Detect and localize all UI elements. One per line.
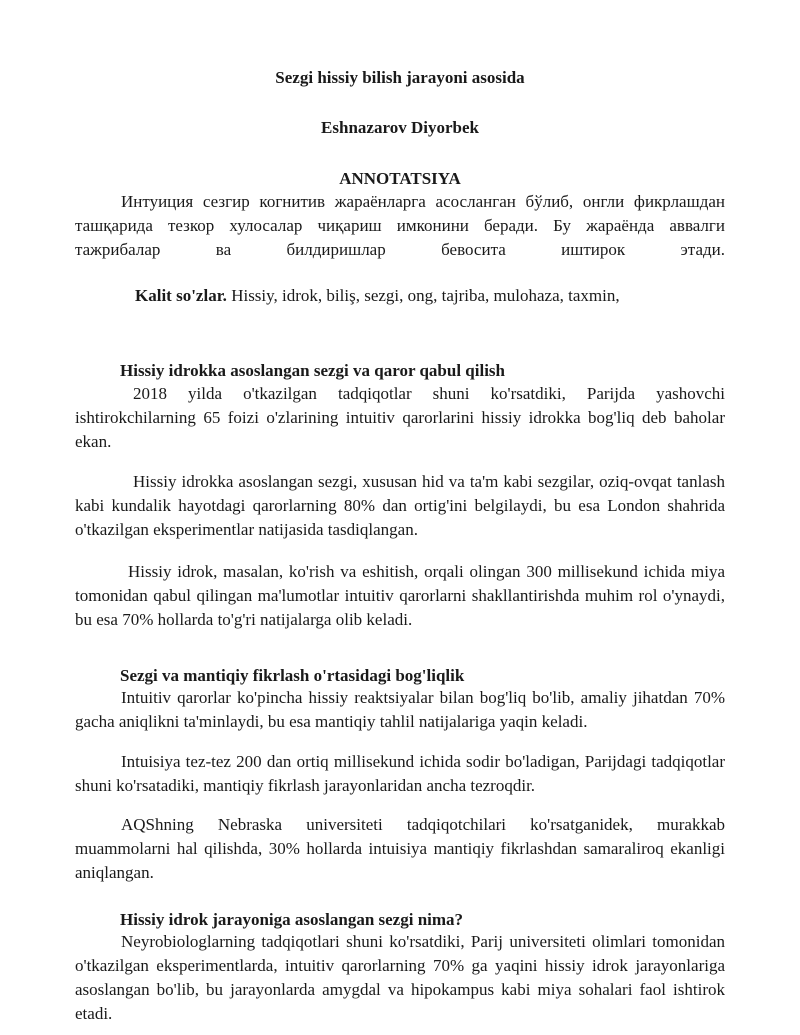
section2-paragraph-2: Intuisiya tez-tez 200 dan ortiq millisekund ichida sodir bo'ladigan, Parijdagi tadqiqotlar shuni ko'rsatadiki, mantiqiy fikrlash jarayonlaridan ancha tezroqdir. bbox=[75, 752, 725, 795]
keywords-text: Hissiy, idrok, biliş, sezgi, ong, tajriba, mulohaza, taxmin, bbox=[231, 286, 620, 305]
section1-heading: Hissiy idrokka asoslangan sezgi va qaror qabul qilish bbox=[120, 361, 505, 380]
section1-paragraph-2: Hissiy idrokka asoslangan sezgi, xususan hid va ta'm kabi sezgilar, oziq-ovqat tanlash kabi kundalik hayotdagi qarorlarning 80% dan ortig'ini belgilaydi, bu esa London shahrida o'tkazilgan eksperimentlar natijasida tasdiqlangan. bbox=[75, 472, 725, 539]
section1-paragraph-3: Hissiy idrok, masalan, ko'rish va eshitish, orqali olingan 300 millisekund ichida miya tomonidan qabul qilingan ma'lumotlar intuitiv qarorlarni shakllantirishda muhim rol o'ynaydi, bu esa 70% hollarda to'g'ri natijalarga olib keladi. bbox=[75, 562, 725, 629]
abstract-heading: ANNOTATSIYA bbox=[339, 169, 461, 188]
section3-heading: Hissiy idrok jarayoniga asoslangan sezgi nima? bbox=[120, 910, 464, 929]
keywords-line bbox=[135, 284, 620, 308]
author-name: Eshnazarov Diyorbek bbox=[321, 118, 479, 137]
section2-heading: Sezgi va mantiqiy fikrlash o'rtasidagi bog'liqlik bbox=[120, 666, 465, 685]
section2-paragraph-1: Intuitiv qarorlar ko'pincha hissiy reaktsiyalar bilan bog'liq bo'lib, amaliy jihatdan 70% gacha aniqlikni ta'minlaydi, bu esa mantiqiy tahlil natijalariga yaqin keladi. bbox=[75, 688, 725, 731]
section3-paragraph-1: Neyrobiologlarning tadqiqotlari shuni ko'rsatdiki, Parij universiteti olimlari tomonidan o'tkazilgan eksperimentlarda, intuitiv qarorlarning 70% ga yaqini hissiy idrok jarayonlariga asoslangan bo'lib, bu jarayonlarda amygdal va hipokampus kabi miya sohalari faol ishtirok etadi. bbox=[75, 932, 725, 1023]
section2-paragraph-3: AQShning Nebraska universiteti tadqiqotchilari ko'rsatganidek, murakkab muammolarni hal qilishda, 30% hollarda intuisiya mantiqiy fikrlashdan samaraliroq ekanligi aniqlangan. bbox=[75, 815, 725, 882]
keywords-label: Kalit so'zlar. bbox=[135, 286, 227, 305]
paper-title: Sezgi hissiy bilish jarayoni asosida bbox=[275, 68, 525, 87]
section1-paragraph-1: 2018 yilda o'tkazilgan tadqiqotlar shuni ko'rsatdiki, Parijda yashovchi ishtirokchilarning 65 foizi o'zlarining intuitiv qarorlarini hissiy idrokka bog'liq deb baholar ekan. bbox=[75, 384, 725, 451]
abstract-paragraph: Интуиция сезгир когнитив жараёнларга асосланган бўлиб, онгли фикрлашдан ташқарида тезкор хулосалар чиқариш имконини беради. Бу жараёнда аввалги тажрибалар ва билдиришлар бевосита иштирок этади. bbox=[75, 192, 725, 259]
